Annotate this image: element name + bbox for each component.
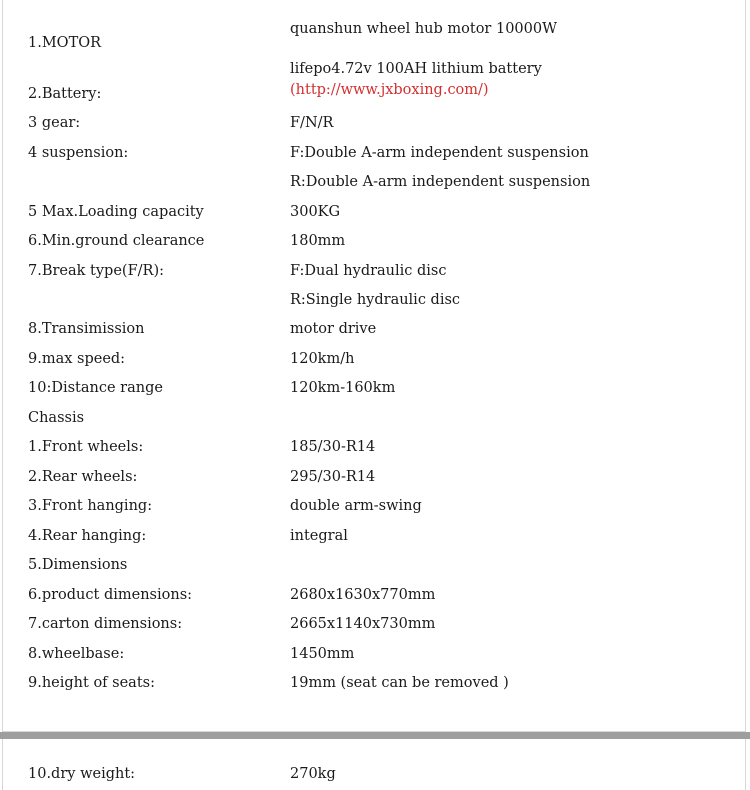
spec-row-suspension [0,145,750,167]
loading-label: 5 Max.Loading capacity [28,204,204,220]
spec-row-brake [0,263,750,285]
brake-label: 7.Break type(F/R): [28,263,164,279]
gear-value: F/N/R [290,115,334,131]
spec-row-seat-height [0,675,750,697]
spec-row-range [0,380,750,402]
carton-dim-label: 7.carton dimensions: [28,616,183,632]
brake-rear: R:Single hydraulic disc [290,292,461,308]
spec-row-speed [0,351,750,373]
spec-row-loading [0,204,750,226]
spec-row-product-dim [0,587,750,609]
transmission-label: 8.Transimission [28,321,145,337]
spec-row-rear-wheels [0,469,750,491]
spec-row-battery-value [0,61,750,83]
dimensions-label: 5.Dimensions [28,557,128,573]
chassis-heading: Chassis [28,410,85,426]
spec-row-front-hanging [0,498,750,520]
loading-value: 300KG [290,204,341,220]
product-dim-value: 2680x1630x770mm [290,587,436,603]
section-divider [0,732,750,739]
spec-row-front-wheels [0,439,750,461]
battery-label: 2.Battery: [28,86,102,102]
spec-row-brake-rear [0,292,750,314]
rear-wheels-label: 2.Rear wheels: [28,469,138,485]
chassis-heading-row [0,410,750,432]
transmission-value: motor drive [290,321,377,337]
suspension-front: F:Double A-arm independent suspension [290,145,589,161]
suspension-rear: R:Double A-arm independent suspension [290,174,591,190]
spec-row-clearance [0,233,750,255]
front-hanging-value: double arm-swing [290,498,422,514]
spec-row-wheelbase [0,646,750,668]
front-wheels-value: 185/30-R14 [290,439,376,455]
gear-label: 3 gear: [28,115,81,131]
product-dim-label: 6.product dimensions: [28,587,193,603]
speed-label: 9.max speed: [28,351,126,367]
wheelbase-label: 8.wheelbase: [28,646,125,662]
seat-height-value: 19mm (seat can be removed ) [290,675,509,691]
spec-row-dimensions [0,557,750,579]
spec-row-suspension-rear [0,174,750,196]
spec-row-dry-weight [0,766,750,788]
spec-row-gear [0,115,750,137]
dry-weight-label: 10.dry weight: [28,766,136,782]
clearance-label: 6.Min.ground clearance [28,233,205,249]
motor-value: quanshun wheel hub motor 10000W [290,21,558,37]
spec-row-transmission [0,321,750,343]
clearance-value: 180mm [290,233,346,249]
dry-weight-value: 270kg [290,766,336,782]
spec-row-battery [0,86,750,108]
speed-value: 120km/h [290,351,355,367]
carton-dim-value: 2665x1140x730mm [290,616,436,632]
rear-wheels-value: 295/30-R14 [290,469,376,485]
front-hanging-label: 3.Front hanging: [28,498,153,514]
spec-row-carton-dim [0,616,750,638]
wheelbase-value: 1450mm [290,646,355,662]
front-wheels-label: 1.Front wheels: [28,439,144,455]
suspension-label: 4 suspension: [28,145,129,161]
motor-label: 1.MOTOR [28,35,102,51]
rear-hanging-label: 4.Rear hanging: [28,528,147,544]
spec-row-motor [0,35,750,57]
spec-row-rear-hanging [0,528,750,550]
rear-hanging-value: integral [290,528,348,544]
seat-height-label: 9.height of seats: [28,675,155,691]
range-value: 120km-160km [290,380,396,396]
range-label: 10:Distance range [28,380,163,396]
brake-front: F:Dual hydraulic disc [290,263,447,279]
battery-value: lifepo4.72v 100AH lithium battery [290,61,542,77]
battery-link[interactable]: (http://www.jxboxing.com/) [290,82,489,98]
